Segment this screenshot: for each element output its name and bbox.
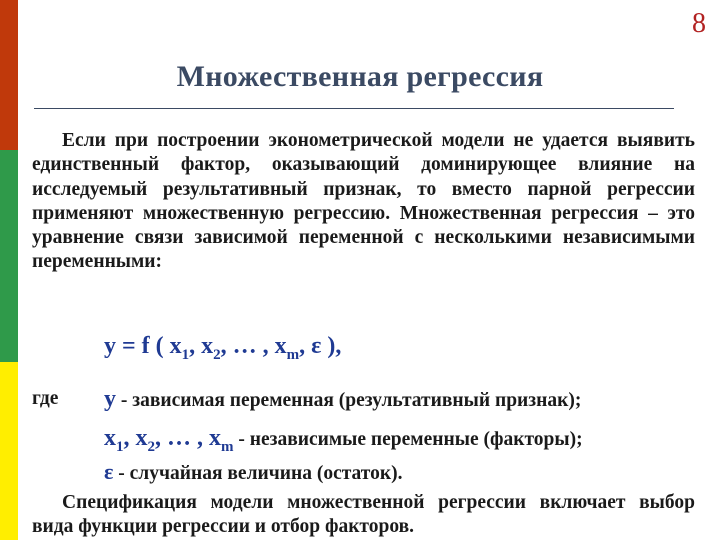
formula-subscript: m bbox=[286, 346, 300, 363]
x-symbol-part: x bbox=[104, 425, 116, 451]
x-symbol bbox=[104, 425, 234, 455]
side-bar-yellow bbox=[0, 362, 18, 540]
definition-epsilon bbox=[104, 459, 402, 485]
definition-y bbox=[104, 386, 581, 413]
side-bar-green bbox=[0, 150, 18, 362]
epsilon-description: - случайная величина (остаток). bbox=[113, 463, 403, 484]
regression-formula bbox=[104, 333, 341, 364]
y-symbol: y bbox=[104, 386, 116, 412]
title-divider bbox=[34, 108, 674, 109]
slide-title: Множественная регрессия bbox=[176, 60, 544, 93]
where-label: где bbox=[32, 388, 59, 409]
slide-number: 8 bbox=[692, 8, 706, 39]
intro-paragraph: Если при построении эконометрической модели не удается выявить единственный фактор, оказывающий доминирующее влияние на исследуемый результативный признак, то вместо парной регрессии применяют множественную регрессию. Множественная регрессия – это уравнение связи зависимой переменной с несколькими независимыми переменными: bbox=[32, 130, 695, 273]
x-symbol-part: , x bbox=[123, 425, 148, 451]
y-description: - зависимая переменная (результативный признак); bbox=[116, 390, 582, 411]
x-description: - независимые переменные (факторы); bbox=[233, 429, 583, 450]
x-symbol-part: , … , x bbox=[155, 425, 221, 451]
conclusion-paragraph: Спецификация модели множественной регрессии включает выбор вида функции регрессии и отбор факторов. bbox=[32, 492, 695, 538]
epsilon-symbol: ε bbox=[104, 459, 114, 484]
formula-subscript: 1 bbox=[181, 346, 190, 363]
formula-subscript: 2 bbox=[213, 346, 221, 363]
formula-part: y = f ( x bbox=[104, 333, 182, 359]
x-subscript: m bbox=[221, 438, 234, 455]
definition-x bbox=[104, 425, 583, 456]
formula-part: , x bbox=[189, 333, 214, 359]
formula-part: , ε ), bbox=[299, 333, 342, 359]
x-subscript: 1 bbox=[116, 438, 124, 455]
formula-part: , … , x bbox=[220, 333, 287, 359]
x-subscript: 2 bbox=[147, 438, 155, 455]
